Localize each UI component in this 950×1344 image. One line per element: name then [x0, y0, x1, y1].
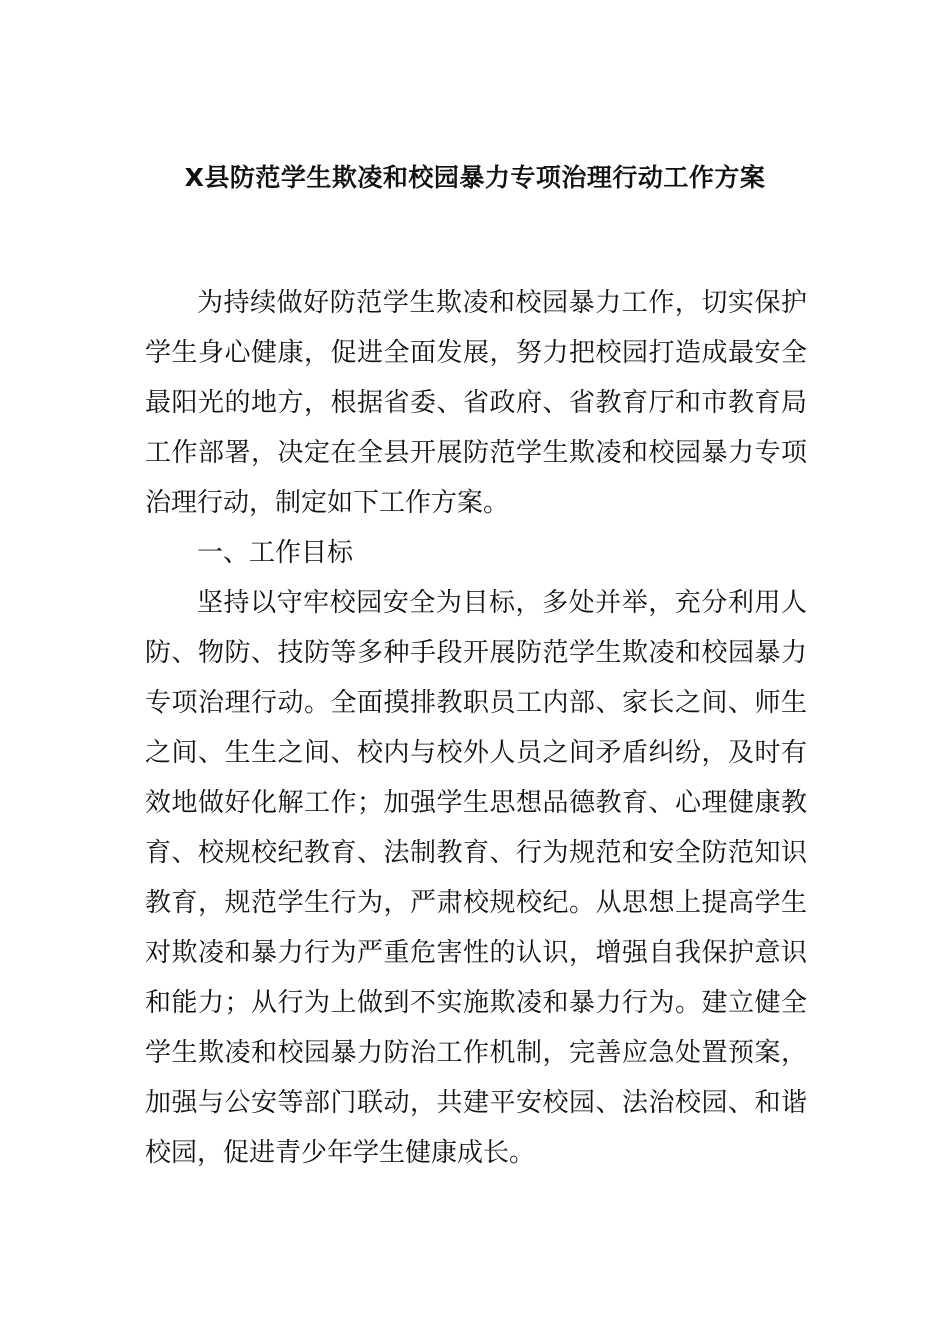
work-goals-paragraph: 坚持以守牢校园安全为目标，多处并举，充分利用人防、物防、技防等多种手段开展防范学生欺凌和校园暴力专项治理行动。全面摸排教职员工内部、家长之间、师生之间、生生之间、校内与校外人员之间矛盾纠纷，及时有效地做好化解工作；加强学生思想品德教育、心理健康教育、校规校纪教育、法制教育、行为规范和安全防范知识教育，规范学生行为，严肃校规校纪。从思想上提高学生对欺凌和暴力行为严重危害性的认识，增强自我保护意识和能力；从行为上做到不实施欺凌和暴力行为。建立健全学生欺凌和校园暴力防治工作机制，完善应急处置预案，加强与公安等部门联动，共建平安校园、法治校园、和谐校园，促进青少年学生健康成长。: [145, 588, 807, 1168]
section-heading-work-goals: 一、工作目标: [197, 538, 354, 568]
document-title: X县防范学生欺凌和校园暴力专项治理行动工作方案: [184, 163, 766, 192]
document-body: [145, 278, 807, 1178]
intro-paragraph: 为持续做好防范学生欺凌和校园暴力工作，切实保护学生身心健康，促进全面发展，努力把校园打造成最安全最阳光的地方，根据省委、省政府、省教育厅和市教育局工作部署，决定在全县开展防范学生欺凌和校园暴力专项治理行动，制定如下工作方案。: [145, 288, 807, 518]
